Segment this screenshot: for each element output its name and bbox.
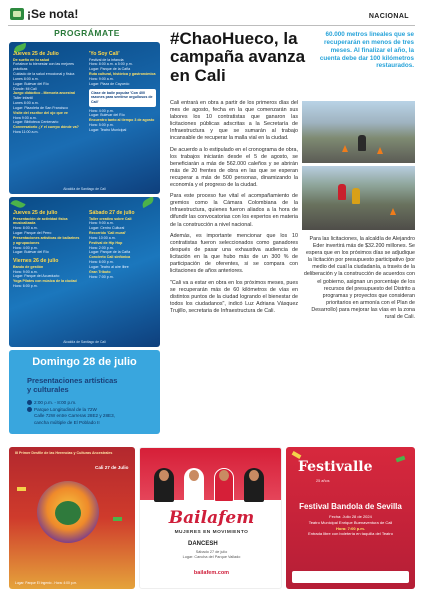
poster-day-title: Sábado 27 de julio <box>89 210 135 216</box>
poster-line: Lunes 8:00 a.m. <box>13 101 39 106</box>
confetti-decoration-icon <box>17 487 26 491</box>
poster-line: Recorrido 'Cali mural' <box>89 231 127 236</box>
section-label: NACIONAL <box>368 13 409 20</box>
traffic-cone-icon <box>342 145 348 152</box>
dancer-face <box>219 470 229 481</box>
dancers-photo <box>140 448 282 500</box>
poster-line: Hora 11:00 a.m. <box>13 130 39 135</box>
poster-line: Gran Tributo <box>89 269 111 274</box>
article-paragraph: Para este proceso fue vital el acompañamiento de gremios como la Cámara Colombiana de la Infraestructura, quienes fueron aliados a la hora de difundir las convocatorias con los expertos en materia de la construcción a nivel nacional. <box>170 193 298 228</box>
poster-line: Cuidado de la salud emocional y física <box>13 72 75 77</box>
ad-website-link[interactable]: bailafem.com <box>193 570 230 576</box>
poster-line: Hora 9:00 a.m. <box>13 115 37 120</box>
poster-event-title: 'Yo Soy Cali' <box>89 51 120 57</box>
poster-line: Conversatorio ¿Y el cuerpo dónde va? <box>13 125 79 130</box>
poster-highlight-box: Clase de baile popular 'Con 400 razones para sentirse orgullosos de Cali' <box>89 89 156 107</box>
poster-line: Concierto Cali sinfónica <box>89 255 131 260</box>
poster-line: Festival de la infancia <box>89 57 124 62</box>
poster-day-title: Jueves 25 de julio <box>13 210 58 216</box>
poster-line: Lugar: Parque de la Caña <box>89 67 131 72</box>
festivalle-ad <box>286 447 415 589</box>
article-paragraph: "Cali va a estar en obra en los próximos meses, pues se recuperarán más de 60 kilómetros de vías en distintos puntos de la ciudad logrando el bienestar de todos los ciudadanos", indicó Luz Adriana Vásquez Trujillo, secretaria de Infraestructura de Cali. <box>170 279 298 314</box>
programate-label: PROGRÁMATE <box>54 28 120 38</box>
poster-line: Ruta cultural, histórica y gastronómica <box>89 72 156 77</box>
poster-line: Hora: 9:00 a.m. <box>89 221 114 226</box>
header-divider <box>8 25 415 26</box>
poster-line: Bando de gestión <box>13 264 44 269</box>
poster-line: Hora: 5:00 p.m. <box>89 123 114 128</box>
brand-title: ¡Se nota! <box>27 7 79 21</box>
poster-event-info <box>27 400 115 427</box>
poster-line: Festival de Hip Hop <box>89 240 123 245</box>
poster-time: 2:00 p.m. - 8:00 p.m. <box>34 400 77 405</box>
poster-left-column <box>9 48 87 138</box>
event-poster-jul-25 <box>9 42 160 194</box>
poster-subtitle-line: Presentaciones artísticas <box>27 376 118 385</box>
article-paragraph: Cali entrará en obra a partir de los primeros días del mes de agosto, fecha en la que comenzarán sus labores los 10 contratistas que ganaron las licitaciones públicas adscritas a la Secretaría de Infraestructura y que se sumarán al trabajo incansable de recuperar la malla vial en la ciudad. <box>170 100 298 142</box>
ad-detail-line: Sábado 27 de julio <box>195 550 228 554</box>
traffic-cone-icon <box>390 208 396 215</box>
poster-line: Lugar: Parque del Acueducto <box>13 274 60 279</box>
event-poster-jul-25-27 <box>9 197 160 347</box>
dancer-face <box>159 470 169 481</box>
poster-subtitle <box>27 376 117 394</box>
road-works-photo <box>302 101 415 163</box>
poster-line: Taller creativo sobre Cali <box>89 216 132 221</box>
poster-line: De sueño en tu salud <box>13 57 50 62</box>
ad-details <box>292 514 409 537</box>
dancer-face <box>249 470 259 481</box>
ad-title: Festival Bandola de Sevilla <box>299 502 402 511</box>
poster-footer: Alcaldía de Santiago de Cali <box>63 187 106 191</box>
poster-line: Lugar: Bulevar del Río <box>89 113 125 118</box>
festivalle-logo: Festivalle <box>298 459 373 475</box>
confetti-decoration-icon <box>113 517 122 521</box>
confetti-decoration-icon <box>292 451 302 459</box>
poster-line: Encuentro tanto al tiempo 3 de agosto <box>89 118 155 123</box>
ad-detail-line: Lugar: Cancha del Parque Vallado <box>182 555 241 560</box>
poster-line: Lugar: Bulevar del Río <box>13 81 49 86</box>
poster-line: Hora: 9:00 a.m. <box>13 269 38 274</box>
poster-line: Lunes 8:00 a.m. <box>13 76 39 81</box>
poster-line: Lugar: Plazoleta de San Francisco <box>13 105 68 110</box>
poster-line: Hora: 4:00 p.m. <box>89 108 114 113</box>
bailafem-logo: Bailafem <box>168 508 255 528</box>
clock-icon <box>27 400 32 405</box>
article-headline: #ChaoHueco, la campaña avanza en Cali <box>170 29 306 85</box>
poster-line: Taller infantil <box>13 96 33 101</box>
ad-title: III Primer Desfile de las Herencias y Culturas Ancestrales <box>15 451 113 455</box>
poster-subtitle-line: y culturales <box>27 385 69 394</box>
poster-line: Hora: 8:00 a.m. a 5:00 p.m. <box>89 62 133 67</box>
poster-line: Lugar: Parque de la Caña <box>89 250 131 255</box>
worker-figure <box>352 188 360 204</box>
article-paragraph: Además, es importante mencionar que los 10 contratistas fueron seleccionados como ganadores después de pasar una exhaustiva audiencia de licitación en la que hubo más de un 300 % de participación de oferentes, si se compara con licitaciones de años anteriores. <box>170 232 298 275</box>
poster-line: Visite del escritor del ojo que ve <box>13 110 68 115</box>
poster-right-column <box>85 48 160 136</box>
poster-line: Hora: 7:00 p.m. <box>89 274 114 279</box>
poster-line: Hora: 2:00 p.m. <box>89 245 114 250</box>
poster-line: Lugar: Teatro al aire libre <box>89 264 129 269</box>
poster-line: Hora: 6:00 p.m. <box>13 284 38 289</box>
poster-line: Dónde: Mi Cali <box>13 86 37 91</box>
poster-line: Hora: 8:00 a.m. <box>13 226 38 231</box>
article-sidebar-text: Para las licitaciones, la alcaldía de Alejandro Eder invertirá más de $32.200 millones. Se espera que en los próximos días se adjudique la licitación por presupuesto participativo (por medio del cual la ciudadanía, a través de la deliberación y la construcción de acuerdos con el gobierno, asignan un porcentaje de los recursos del presupuesto del Distrito a programas y proyectos que consideran prioritarios en armonía con el Plan de Desarrollo) para mejorar las vías en la zona rural de Cali. <box>303 236 415 321</box>
poster-line: Lugar: Plaza de Caycedo <box>89 81 130 86</box>
poster-place-detail: cancha múltiple de El Poblado II <box>34 419 100 425</box>
poster-line: Presentaciones artísticas de bailarines y agrupaciones <box>13 235 80 245</box>
ad-detail-line: Teatro Municipal Enrique Buenaventura de Cali <box>308 519 393 525</box>
article-paragraph: De acuerdo a lo estipulado en el cronograma de obra, los trabajos iniciarán desde el 5 de agosto, se beneficiarán a más de 562.000 caleños y se abrirán más de 20 frentes de obra en las que se esperan recuperar a más de 500 personas, dinamizando la economía y el progreso de la ciudad. <box>170 146 298 188</box>
poster-line: Juego didáctico - Memoria ancestral <box>13 91 76 96</box>
poster-day-title: Jueves 25 de Julio <box>13 51 59 57</box>
location-pin-icon <box>27 407 32 412</box>
poster-line: Hora: 9:00 a.m. <box>89 76 114 81</box>
poster-day-title: Viernes 26 de julio <box>13 258 59 265</box>
dancer-face <box>189 470 199 481</box>
poster-left-column <box>9 207 85 292</box>
ad-footer: Lugar: Parque El Ingenio - Hora: 4:00 p.m. <box>15 580 78 585</box>
poster-line: Lugar: Bulevar del Río <box>13 250 49 255</box>
road-works-photo <box>302 166 415 230</box>
poster-footer: Alcaldía de Santiago de Cali <box>63 340 106 344</box>
article-pullquote: 60.000 metros lineales que se recuperarán en menos de tres meses. Al finalizar el año, la cuenta debe dar 100 kilómetros restaurados. <box>319 31 414 70</box>
se-nota-logo-icon <box>10 8 24 20</box>
ad-detail-line: Fecha: Julio 28 de 2024 <box>329 514 372 519</box>
poster-line: Hora: 6:00 p.m. <box>89 260 114 265</box>
article-body <box>170 100 298 319</box>
sponsor-logo: DANCESH <box>188 541 218 547</box>
poster-line: Hora: 4:00 p.m. <box>13 245 38 250</box>
poster-place: Parque Longitudinal de la 72W <box>34 406 97 412</box>
poster-line: Lugar: Biblioteca Centenario <box>13 120 59 125</box>
poster-line: Yoga Pilates con música de la ciudad <box>13 279 77 284</box>
page-header <box>0 0 423 26</box>
ad-details <box>140 550 282 560</box>
poster-right-column <box>85 207 160 282</box>
poster-day-title: Domingo 28 de julio <box>32 356 137 368</box>
event-poster-jul-28 <box>9 350 160 434</box>
ad-date: Cali 27 de Julio <box>95 465 129 470</box>
bailafem-ad <box>139 447 282 589</box>
ad-anniversary: 25 años <box>316 479 330 483</box>
worker-figure <box>358 135 366 151</box>
poster-line: Presentación de actividad física musicalizada <box>13 216 68 226</box>
poster-line: Fortalece tu bienestar con las mejores prácticas <box>13 62 74 72</box>
sponsor-logos-strip <box>292 571 409 583</box>
festival-mask-illustration <box>37 481 99 543</box>
traffic-cone-icon <box>377 147 383 154</box>
desfile-herencias-ad <box>9 447 135 589</box>
poster-line: Lugar: Centro Cultural <box>89 226 125 231</box>
ad-tagline: MUJERES EN MOVIMIENTO <box>174 530 249 535</box>
ad-detail-line: Hora: 7:00 p.m. <box>336 525 365 531</box>
poster-line: Lugar: Teatro Municipal <box>89 127 127 132</box>
poster-place-detail: Calle 72W entre Carreras 28E2 y 28E3, <box>34 413 115 419</box>
confetti-decoration-icon <box>396 456 406 463</box>
poster-line: Hora: 10:00 a.m. <box>89 235 116 240</box>
ad-detail-line: Entrada libre con boletería en taquilla del Teatro <box>308 531 393 537</box>
poster-line: Lugar: Parque del Perro <box>13 231 52 236</box>
worker-figure <box>338 184 346 200</box>
